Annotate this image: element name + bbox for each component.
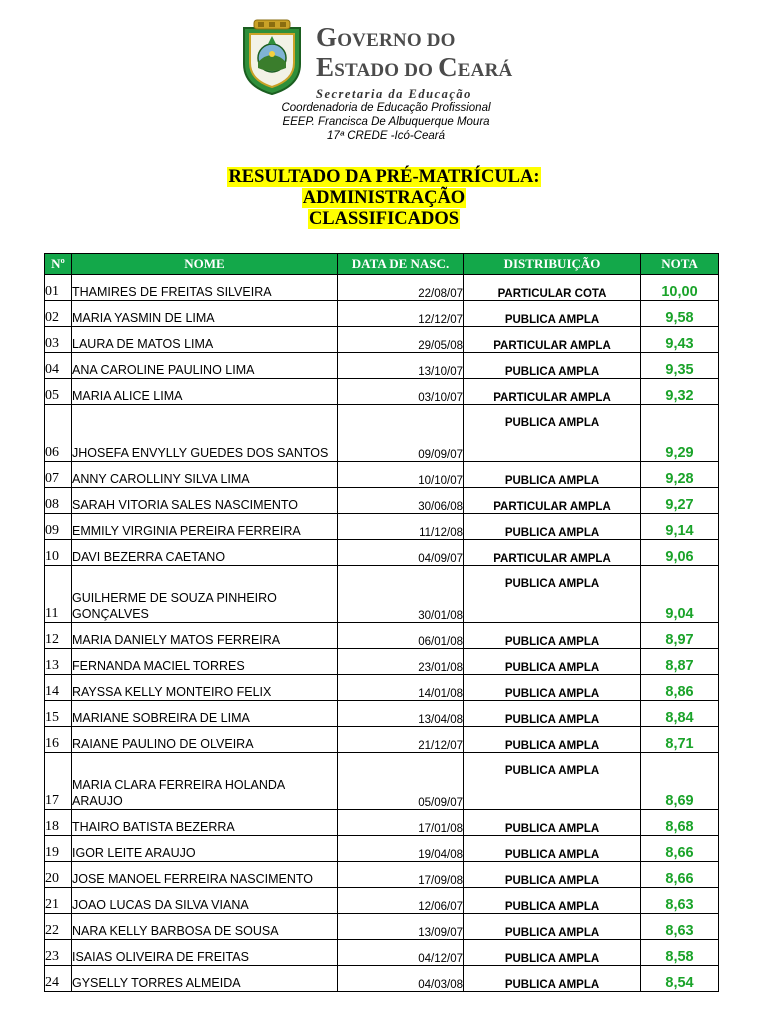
- distribution: PUBLICA AMPLA: [464, 301, 641, 327]
- coord-line: Coordenadoria de Educação Profissional: [281, 102, 491, 114]
- grade-value: 9,14: [641, 514, 719, 540]
- row-number: 24: [45, 966, 72, 992]
- distribution: PUBLICA AMPLA: [464, 836, 641, 862]
- birth-date: 13/04/08: [338, 701, 464, 727]
- row-number: 05: [45, 379, 72, 405]
- grade-value: 8,87: [641, 649, 719, 675]
- grade-value: 8,58: [641, 940, 719, 966]
- government-logo: [240, 18, 550, 101]
- grade-value: 8,63: [641, 914, 719, 940]
- distribution: PUBLICA AMPLA: [464, 753, 641, 810]
- grade-value: 8,63: [641, 888, 719, 914]
- distribution: PUBLICA AMPLA: [464, 649, 641, 675]
- table-row: [45, 405, 719, 462]
- gov-line-2: ESTADO DO CEARÁ: [316, 52, 513, 82]
- table-row: [45, 810, 719, 836]
- coord-line: EEEP. Francisca De Albuquerque Moura: [282, 116, 490, 128]
- grade-value: 9,04: [641, 566, 719, 623]
- distribution: PARTICULAR AMPLA: [464, 327, 641, 353]
- student-name: GUILHERME DE SOUZA PINHEIRO GONÇALVES: [72, 566, 338, 623]
- row-number: 17: [45, 753, 72, 810]
- table-row: [45, 623, 719, 649]
- row-number: 10: [45, 540, 72, 566]
- grade-value: 9,29: [641, 405, 719, 462]
- row-number: 03: [45, 327, 72, 353]
- student-name: GYSELLY TORRES ALMEIDA: [72, 966, 338, 992]
- coord-line: 17ª CREDE -Icó-Ceará: [326, 130, 445, 142]
- row-number: 15: [45, 701, 72, 727]
- grade-value: 8,66: [641, 836, 719, 862]
- col-header-num: Nº: [45, 254, 72, 275]
- grade-value: 8,68: [641, 810, 719, 836]
- birth-date: 13/10/07: [338, 353, 464, 379]
- student-name: MARIANE SOBREIRA DE LIMA: [72, 701, 338, 727]
- table-row: [45, 275, 719, 301]
- distribution: PUBLICA AMPLA: [464, 462, 641, 488]
- table-row: [45, 514, 719, 540]
- row-number: 06: [45, 405, 72, 462]
- student-name: RAIANE PAULINO DE OLVEIRA: [72, 727, 338, 753]
- row-number: 07: [45, 462, 72, 488]
- state-crest-icon: [240, 18, 304, 96]
- birth-date: 05/09/07: [338, 753, 464, 810]
- table-row: [45, 675, 719, 701]
- birth-date: 23/01/08: [338, 649, 464, 675]
- gov-line-1: GOVERNO DO: [316, 22, 456, 52]
- table-row: [45, 862, 719, 888]
- birth-date: 11/12/08: [338, 514, 464, 540]
- student-name: EMMILY VIRGINIA PEREIRA FERREIRA: [72, 514, 338, 540]
- birth-date: 04/12/07: [338, 940, 464, 966]
- student-name: MARIA YASMIN DE LIMA: [72, 301, 338, 327]
- student-name: MARIA DANIELY MATOS FERREIRA: [72, 623, 338, 649]
- row-number: 22: [45, 914, 72, 940]
- row-number: 21: [45, 888, 72, 914]
- birth-date: 17/09/08: [338, 862, 464, 888]
- grade-value: 9,06: [641, 540, 719, 566]
- birth-date: 30/01/08: [338, 566, 464, 623]
- birth-date: 12/12/07: [338, 301, 464, 327]
- student-name: THAIRO BATISTA BEZERRA: [72, 810, 338, 836]
- grade-value: 9,58: [641, 301, 719, 327]
- col-header-distribution: DISTRIBUIÇÃO: [464, 254, 641, 275]
- birth-date: 06/01/08: [338, 623, 464, 649]
- grade-value: 8,54: [641, 966, 719, 992]
- grade-value: 9,35: [641, 353, 719, 379]
- table-row: [45, 462, 719, 488]
- title-line-3: CLASSIFICADOS: [308, 209, 460, 229]
- table-row: [45, 914, 719, 940]
- row-number: 12: [45, 623, 72, 649]
- row-number: 08: [45, 488, 72, 514]
- birth-date: 17/01/08: [338, 810, 464, 836]
- table-row: [45, 327, 719, 353]
- table-row: [45, 753, 719, 810]
- distribution: PUBLICA AMPLA: [464, 405, 641, 462]
- table-row: [45, 836, 719, 862]
- table-row: [45, 940, 719, 966]
- table-row: [45, 488, 719, 514]
- distribution: PUBLICA AMPLA: [464, 701, 641, 727]
- row-number: 11: [45, 566, 72, 623]
- distribution: PARTICULAR COTA: [464, 275, 641, 301]
- student-name: NARA KELLY BARBOSA DE SOUSA: [72, 914, 338, 940]
- student-name: ISAIAS OLIVEIRA DE FREITAS: [72, 940, 338, 966]
- distribution: PARTICULAR AMPLA: [464, 488, 641, 514]
- row-number: 04: [45, 353, 72, 379]
- table-row: [45, 727, 719, 753]
- grade-value: 8,97: [641, 623, 719, 649]
- student-name: RAYSSA KELLY MONTEIRO FELIX: [72, 675, 338, 701]
- row-number: 18: [45, 810, 72, 836]
- grade-value: 8,69: [641, 753, 719, 810]
- distribution: PUBLICA AMPLA: [464, 675, 641, 701]
- row-number: 23: [45, 940, 72, 966]
- student-name: FERNANDA MACIEL TORRES: [72, 649, 338, 675]
- distribution: PUBLICA AMPLA: [464, 966, 641, 992]
- student-name: SARAH VITORIA SALES NASCIMENTO: [72, 488, 338, 514]
- birth-date: 29/05/08: [338, 327, 464, 353]
- birth-date: 04/03/08: [338, 966, 464, 992]
- distribution: PARTICULAR AMPLA: [464, 379, 641, 405]
- birth-date: 13/09/07: [338, 914, 464, 940]
- birth-date: 10/10/07: [338, 462, 464, 488]
- title-line-1: RESULTADO DA PRÉ-MATRÍCULA:: [228, 167, 540, 187]
- title-line-2: ADMINISTRAÇÃO: [302, 188, 466, 208]
- row-number: 09: [45, 514, 72, 540]
- grade-value: 9,32: [641, 379, 719, 405]
- grade-value: 10,00: [641, 275, 719, 301]
- distribution: PUBLICA AMPLA: [464, 940, 641, 966]
- col-header-name: NOME: [72, 254, 338, 275]
- distribution: PUBLICA AMPLA: [464, 810, 641, 836]
- results-table: [44, 253, 719, 992]
- birth-date: 21/12/07: [338, 727, 464, 753]
- table-row: [45, 701, 719, 727]
- student-name: JOAO LUCAS DA SILVA VIANA: [72, 888, 338, 914]
- student-name: JHOSEFA ENVYLLY GUEDES DOS SANTOS: [72, 405, 338, 462]
- row-number: 02: [45, 301, 72, 327]
- table-row: [45, 301, 719, 327]
- student-name: LAURA DE MATOS LIMA: [72, 327, 338, 353]
- table-header-row: [45, 254, 719, 275]
- student-name: IGOR LEITE ARAUJO: [72, 836, 338, 862]
- distribution: PUBLICA AMPLA: [464, 888, 641, 914]
- distribution: PUBLICA AMPLA: [464, 862, 641, 888]
- student-name: ANA CAROLINE PAULINO LIMA: [72, 353, 338, 379]
- col-header-grade: NOTA: [641, 254, 719, 275]
- student-name: ANNY CAROLLINY SILVA LIMA: [72, 462, 338, 488]
- distribution: PUBLICA AMPLA: [464, 727, 641, 753]
- student-name: MARIA ALICE LIMA: [72, 379, 338, 405]
- grade-value: 9,43: [641, 327, 719, 353]
- grade-value: 9,28: [641, 462, 719, 488]
- col-header-birthdate: DATA DE NASC.: [338, 254, 464, 275]
- table-row: [45, 966, 719, 992]
- birth-date: 09/09/07: [338, 405, 464, 462]
- student-name: MARIA CLARA FERREIRA HOLANDA ARAUJO: [72, 753, 338, 810]
- row-number: 14: [45, 675, 72, 701]
- birth-date: 22/08/07: [338, 275, 464, 301]
- birth-date: 12/06/07: [338, 888, 464, 914]
- birth-date: 04/09/07: [338, 540, 464, 566]
- table-row: [45, 540, 719, 566]
- distribution: PUBLICA AMPLA: [464, 623, 641, 649]
- grade-value: 8,71: [641, 727, 719, 753]
- table-row: [45, 649, 719, 675]
- row-number: 16: [45, 727, 72, 753]
- birth-date: 30/06/08: [338, 488, 464, 514]
- table-row: [45, 353, 719, 379]
- distribution: PUBLICA AMPLA: [464, 514, 641, 540]
- grade-value: 8,86: [641, 675, 719, 701]
- secretaria-label: Secretaria da Educação: [316, 87, 472, 101]
- coordination-info: [266, 101, 506, 143]
- row-number: 20: [45, 862, 72, 888]
- birth-date: 19/04/08: [338, 836, 464, 862]
- student-name: JOSE MANOEL FERREIRA NASCIMENTO: [72, 862, 338, 888]
- table-row: [45, 888, 719, 914]
- distribution: PUBLICA AMPLA: [464, 566, 641, 623]
- row-number: 13: [45, 649, 72, 675]
- student-name: DAVI BEZERRA CAETANO: [72, 540, 338, 566]
- results-body: [45, 275, 719, 992]
- birth-date: 03/10/07: [338, 379, 464, 405]
- table-row: [45, 566, 719, 623]
- distribution: PUBLICA AMPLA: [464, 914, 641, 940]
- row-number: 19: [45, 836, 72, 862]
- row-number: 01: [45, 275, 72, 301]
- grade-value: 8,84: [641, 701, 719, 727]
- page-title: [0, 167, 768, 230]
- distribution: PARTICULAR AMPLA: [464, 540, 641, 566]
- birth-date: 14/01/08: [338, 675, 464, 701]
- grade-value: 8,66: [641, 862, 719, 888]
- grade-value: 9,27: [641, 488, 719, 514]
- table-row: [45, 379, 719, 405]
- distribution: PUBLICA AMPLA: [464, 353, 641, 379]
- student-name: THAMIRES DE FREITAS SILVEIRA: [72, 275, 338, 301]
